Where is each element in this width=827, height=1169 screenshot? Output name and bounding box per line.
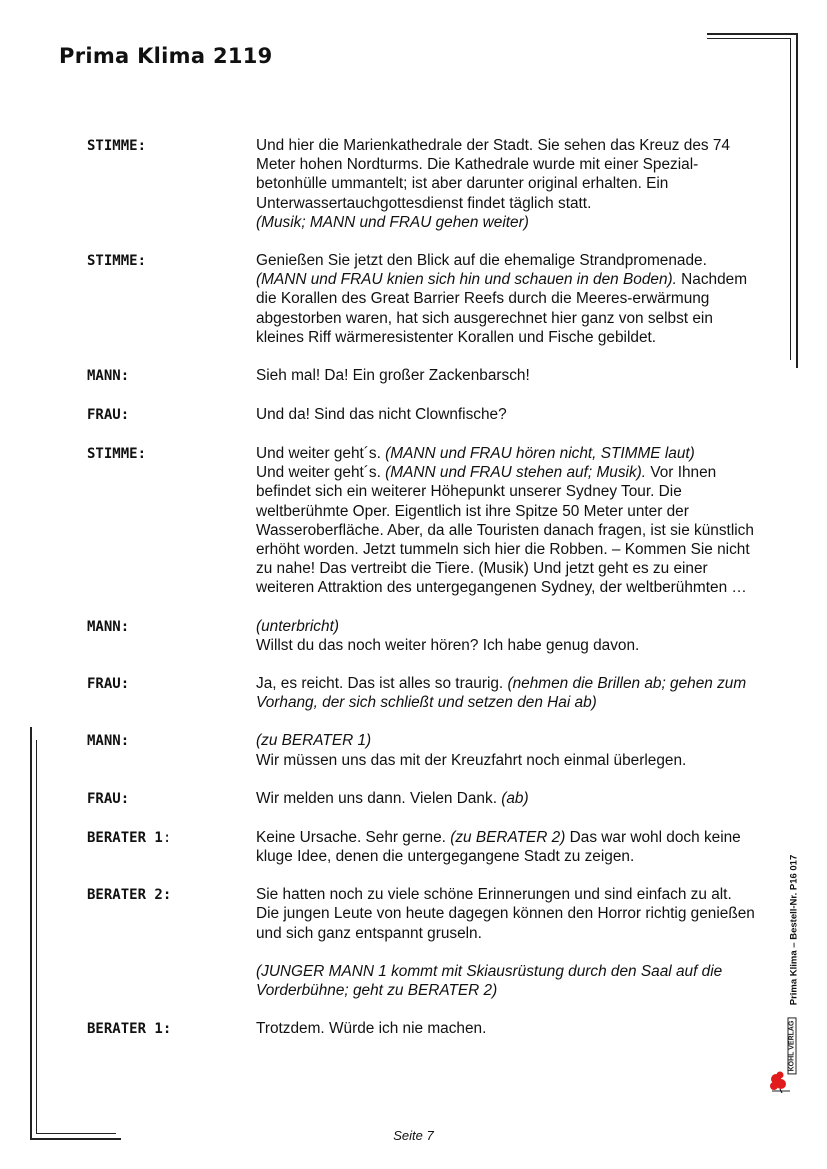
speaker-name — [87, 885, 256, 1000]
dialogue-entry — [87, 136, 757, 232]
spoken-text: Und hier die Marienkathedrale der Stadt. Sie sehen das Kreuz des 74 Meter hohen Nordturms. Die Kathedrale wurde mit einer Spezial-betonhülle ummantelt; ist aber darunter original erhalten. Ein Unterwassertauchgottesdienst findet täglich statt. — [256, 137, 730, 212]
dialogue-line — [256, 636, 757, 655]
dialogue-line — [256, 962, 757, 1000]
speaker-name — [87, 674, 256, 712]
speaker-label: BERATER 1 — [87, 829, 163, 846]
speaker-name — [87, 366, 256, 386]
spoken-text: Und weiter geht´s. — [256, 445, 386, 463]
frame-line-left-inner — [36, 740, 37, 1134]
page-number: Seite 7 — [393, 1128, 434, 1143]
dialogue-line — [256, 270, 757, 347]
stage-direction: (MANN und FRAU hören nicht, STIMME laut) — [385, 445, 695, 463]
stage-direction: (zu BERATER 1) — [256, 732, 372, 750]
dialogue-line — [256, 366, 757, 385]
dialogue-text — [256, 405, 757, 425]
stage-direction: (Musik; MANN und FRAU gehen weiter) — [256, 213, 529, 231]
dialogue-line — [256, 1019, 757, 1038]
speaker-name — [87, 136, 256, 232]
dialogue-text — [256, 251, 757, 347]
speaker-label: MANN: — [87, 368, 130, 385]
speaker-name — [87, 251, 256, 347]
speaker-name — [87, 789, 256, 809]
spoken-text: Ja, es reicht. Das ist alles so traurig. — [256, 675, 508, 693]
dialogue-line — [256, 136, 757, 213]
dialogue-line — [256, 213, 757, 232]
dialogue-text — [256, 617, 757, 655]
stage-direction: (nehmen die Brillen ab; gehen zum Vorhang, der sich schließt und setzen den Hai ab) — [256, 675, 747, 712]
dialogue-line — [256, 405, 757, 424]
dialogue-entry — [87, 885, 757, 1000]
dialogue-text — [256, 444, 757, 598]
dialogue-entry — [87, 405, 757, 425]
dialogue-text — [256, 674, 757, 712]
dialogue-line — [256, 731, 757, 750]
frame-line-right-inner — [790, 38, 791, 360]
speaker-label: BERATER 2: — [87, 887, 172, 904]
sidebar-order-text: Prima Klima – Bestell-Nr. P16 017 — [788, 854, 800, 1005]
speaker-label: STIMME: — [87, 138, 147, 154]
frame-line-right — [796, 33, 798, 368]
publisher-logo-label — [786, 1020, 798, 1072]
stage-direction: (ab) — [501, 789, 529, 807]
dialogue-entry — [87, 444, 757, 598]
spoken-text: Trotzdem. Würde ich nie machen. — [256, 1020, 487, 1038]
frame-line-left — [30, 727, 32, 1140]
speaker-label: FRAU: — [87, 407, 130, 424]
publisher-logo-text: KOHL VERLAG — [788, 1018, 797, 1075]
spoken-text: Und weiter geht´s. — [256, 464, 386, 482]
speaker-name — [87, 405, 256, 425]
spoken-text: Und da! Sind das nicht Clownfische? — [256, 406, 507, 424]
dialogue-entry — [87, 828, 757, 866]
spoken-text: Willst du das noch weiter hören? Ich habe genug davon. — [256, 636, 640, 654]
stage-direction: (MANN und FRAU stehen auf; Musik). — [385, 464, 647, 482]
spoken-text: Wir müssen uns das mit der Kreuzfahrt noch einmal überlegen. — [256, 751, 687, 769]
speaker-label: STIMME: — [87, 253, 147, 270]
dialogue-text — [256, 1019, 757, 1039]
frame-line-top-right — [707, 33, 797, 35]
dialogue-entry — [87, 1019, 757, 1039]
stage-direction: (JUNGER MANN 1 kommt mit Skiausrüstung durch den Saal auf die Vorderbühne; geht zu BERATER 2) — [256, 962, 723, 1000]
spoken-text: Das war wohl doch keine kluge Idee, denen die untergegangene Stadt zu zeigen. — [256, 828, 741, 866]
stage-direction: (MANN und FRAU knien sich hin und schauen in den Boden). — [256, 271, 677, 289]
sidebar-order-number — [783, 842, 805, 1017]
dialogue-entry — [87, 251, 757, 347]
dialogue-text — [256, 885, 757, 1000]
spoken-text: Genießen Sie jetzt den Blick auf die ehemalige Strandpromenade. — [256, 252, 707, 270]
dialogue-line — [256, 444, 757, 463]
stage-direction: (zu BERATER 2) — [450, 828, 566, 846]
dialogue-line — [256, 251, 757, 270]
spoken-text: Vor Ihnen befindet sich ein weiterer Höhepunkt unserer Sydney Tour. Die weltberühmte Oper. Eigentlich ist ihre Spitze 50 Meter unter der Wasseroberfläche. Aber, da alle Touristen danach fragen, ist sie künstlich erhöht worden. Jetzt tummeln sich hier die Robben. – Kommen Sie nicht zu nahe! Das vertreibt die Tiere. (Musik) Und jetzt geht es zu einer weiteren Attraktion des untergegangenen Sydney, der weltberühmten … — [256, 464, 754, 597]
speaker-label: FRAU: — [87, 676, 130, 693]
page-title: Prima Klima 2119 — [59, 44, 273, 68]
speaker-name — [87, 617, 256, 655]
dialogue-text — [256, 828, 757, 866]
dialogue-line — [256, 674, 757, 712]
dialogue-entry — [87, 674, 757, 712]
frame-line-top-right-inner — [707, 38, 791, 39]
script-dialogue — [87, 136, 757, 1058]
dialogue-line — [256, 828, 757, 866]
speaker-label: MANN: — [87, 618, 130, 635]
spoken-text: Nachdem die Korallen des Great Barrier Reefs durch die Meeres-erwärmung abgestorben waren, hat sich ausgerechnet hier ganz von selbst ein kleines Riff wärmeresistenter Korallen und Fische gebildet. — [256, 271, 748, 346]
speaker-suffix: : — [162, 829, 172, 846]
speaker-label: MANN: — [87, 733, 130, 750]
dialogue-text — [256, 366, 757, 386]
dialogue-line — [256, 885, 757, 943]
spoken-text: Keine Ursache. Sehr gerne. — [256, 828, 451, 846]
dialogue-line — [256, 751, 757, 770]
stage-direction: (unterbricht) — [256, 617, 339, 635]
dialogue-text — [256, 136, 757, 232]
spoken-text: Sieh mal! Da! Ein großer Zackenbarsch! — [256, 367, 530, 385]
dialogue-text — [256, 789, 757, 809]
spoken-text: Sie hatten noch zu viele schöne Erinnerungen und sind einfach zu alt. Die jungen Leute von heute dagegen können den Horror richtig genießen und sich ganz entspannt gruseln. — [256, 886, 755, 942]
speaker-label: FRAU: — [87, 790, 130, 807]
dialogue-entry — [87, 789, 757, 809]
dialogue-line — [256, 617, 757, 636]
speaker-name — [87, 444, 256, 598]
spoken-text: Wir melden uns dann. Vielen Dank. — [256, 789, 502, 807]
speaker-label: STIMME: — [87, 446, 147, 463]
dialogue-entry — [87, 617, 757, 655]
speaker-name — [87, 731, 256, 769]
speaker-label: BERATER 1: — [87, 1021, 172, 1038]
dialogue-entry — [87, 731, 757, 769]
dialogue-line — [256, 463, 757, 597]
dialogue-entry — [87, 366, 757, 386]
speaker-name — [87, 828, 256, 866]
dialogue-text — [256, 731, 757, 769]
dialogue-line — [256, 789, 757, 808]
speaker-name — [87, 1019, 256, 1039]
